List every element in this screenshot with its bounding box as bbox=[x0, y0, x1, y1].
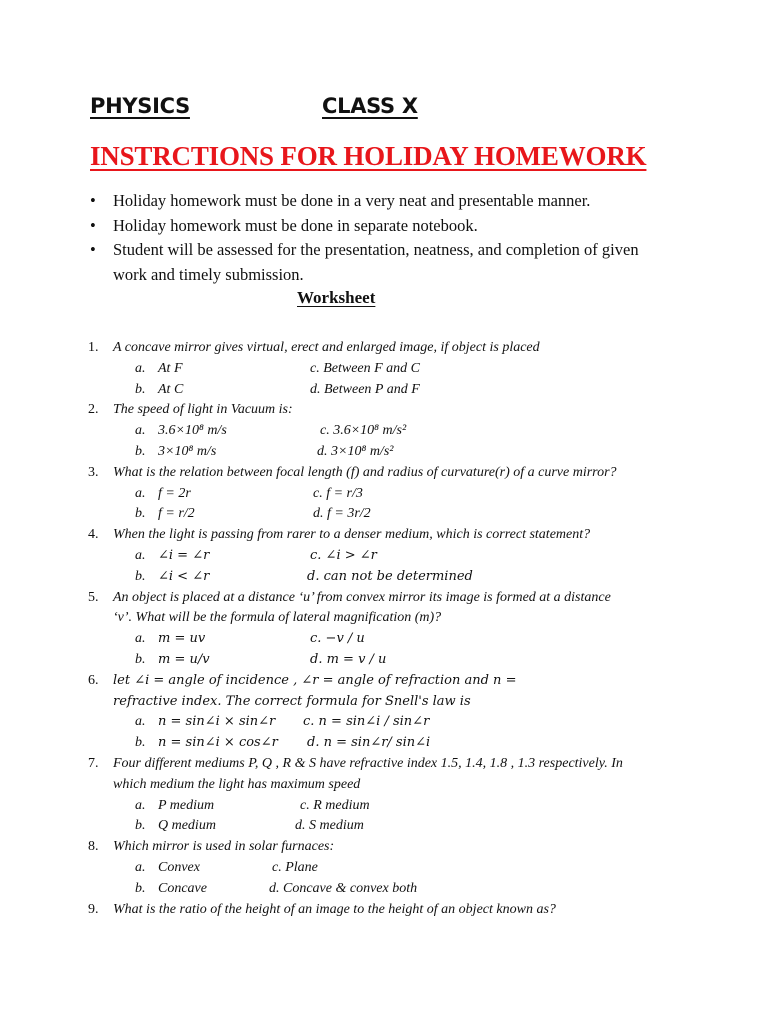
option-text: f = 2r bbox=[158, 485, 191, 501]
question-line bbox=[88, 588, 688, 609]
question-number: 8. bbox=[88, 839, 99, 855]
option-text: d. can not be determined bbox=[307, 568, 473, 584]
question-number: 9. bbox=[88, 901, 99, 917]
option-text: m = u/v bbox=[158, 651, 210, 667]
option-text: c. f = r/3 bbox=[313, 485, 363, 501]
question-number: 5. bbox=[88, 589, 99, 605]
question-text: A concave mirror gives virtual, erect and enlarged image, if object is placed bbox=[113, 340, 540, 355]
option-text: 3×10⁸ m/s bbox=[158, 443, 217, 459]
question-line bbox=[88, 837, 688, 858]
option-text: c. R medium bbox=[300, 797, 370, 813]
question-text: ‘v’. What will be the formula of lateral magnification (m)? bbox=[113, 610, 442, 626]
option-text: d. Between P and F bbox=[310, 381, 420, 397]
option-letter: a. bbox=[135, 631, 146, 647]
option-letter: a. bbox=[135, 797, 146, 813]
option-row bbox=[88, 796, 688, 817]
option-row bbox=[88, 504, 688, 525]
option-text: Convex bbox=[158, 859, 200, 875]
instruction-item: • Holiday homework must be done in separate notebook. bbox=[90, 214, 690, 239]
question-number: 3. bbox=[88, 464, 99, 480]
option-letter: a. bbox=[135, 714, 146, 730]
question-text: refractive index. The correct formula for Snell's law is bbox=[113, 693, 471, 709]
question-text: What is the ratio of the height of an image to the height of an object known as? bbox=[113, 901, 556, 917]
question-number: 4. bbox=[88, 527, 99, 543]
question-line bbox=[88, 463, 688, 484]
option-text: At F bbox=[158, 360, 183, 376]
question-text: When the light is passing from rarer to a denser medium, which is correct statement? bbox=[113, 527, 591, 543]
option-text: d. n = sin∠r/ sin∠i bbox=[307, 735, 431, 751]
question-text: The speed of light in Vacuum is: bbox=[113, 402, 293, 418]
option-row bbox=[88, 546, 688, 567]
option-letter: b. bbox=[135, 381, 146, 397]
question-line bbox=[88, 692, 688, 713]
question-text: An object is placed at a distance ‘u’ from convex mirror its image is formed at a distance bbox=[113, 589, 611, 605]
option-letter: a. bbox=[135, 423, 146, 439]
option-row bbox=[88, 484, 688, 505]
option-text: c. n = sin∠i / sin∠r bbox=[303, 714, 430, 730]
option-row bbox=[88, 650, 688, 671]
question-text: which medium the light has maximum speed bbox=[113, 776, 361, 792]
option-text: d. Concave & convex both bbox=[269, 880, 418, 896]
option-text: P medium bbox=[158, 797, 215, 813]
option-text: c. ∠i > ∠r bbox=[310, 547, 377, 563]
question-line bbox=[88, 900, 688, 921]
page-title: INSTRCTIONS FOR HOLIDAY HOMEWORK bbox=[90, 141, 647, 171]
question-line bbox=[88, 338, 688, 359]
option-text: d. 3×10⁸ m/s² bbox=[317, 443, 394, 459]
option-letter: b. bbox=[135, 506, 146, 522]
question-line bbox=[88, 400, 688, 421]
option-text: c. Plane bbox=[272, 859, 318, 875]
option-text: c. Between F and C bbox=[310, 360, 421, 376]
option-row bbox=[88, 858, 688, 879]
option-row bbox=[88, 442, 688, 463]
option-text: 3.6×10⁸ m/s bbox=[158, 423, 227, 439]
question-line bbox=[88, 775, 688, 796]
option-letter: b. bbox=[135, 735, 146, 751]
subject-heading: PHYSICS bbox=[90, 94, 190, 118]
option-row bbox=[88, 421, 688, 442]
option-letter: a. bbox=[135, 360, 146, 376]
instructions-list bbox=[90, 189, 690, 287]
option-text: d. S medium bbox=[295, 818, 364, 834]
question-number: 2. bbox=[88, 402, 99, 418]
question-line bbox=[88, 525, 688, 546]
question-line bbox=[88, 671, 688, 692]
option-text: c. −v / u bbox=[310, 631, 365, 647]
instruction-item: • Holiday homework must be done in a very neat and presentable manner. bbox=[90, 189, 690, 214]
option-text: m = uv bbox=[158, 631, 206, 647]
option-text: At C bbox=[158, 381, 184, 397]
option-row bbox=[88, 816, 688, 837]
option-row bbox=[88, 567, 688, 588]
question-number: 1. bbox=[88, 340, 99, 355]
questions-list bbox=[88, 338, 688, 920]
option-text: Q medium bbox=[158, 818, 216, 834]
option-text: c. 3.6×10⁸ m/s² bbox=[320, 423, 407, 439]
instruction-item: • Student will be assessed for the presentation, neatness, and completion of given work and timely submission. bbox=[90, 238, 690, 287]
option-text: n = sin∠i × sin∠r bbox=[158, 714, 276, 730]
question-text: What is the relation between focal length (f) and radius of curvature(r) of a curve mirror? bbox=[113, 464, 617, 480]
option-text: ∠i < ∠r bbox=[158, 568, 210, 584]
option-row bbox=[88, 712, 688, 733]
option-text: d. m = v / u bbox=[310, 651, 387, 667]
option-letter: a. bbox=[135, 485, 146, 501]
option-letter: b. bbox=[135, 880, 146, 896]
option-letter: b. bbox=[135, 568, 146, 584]
option-letter: b. bbox=[135, 818, 146, 834]
question-text: let ∠i = angle of incidence , ∠r = angle of refraction and n = bbox=[113, 672, 517, 688]
option-row bbox=[88, 879, 688, 900]
worksheet-heading: Worksheet bbox=[297, 288, 376, 307]
option-text: n = sin∠i × cos∠r bbox=[158, 735, 278, 751]
option-row bbox=[88, 359, 688, 380]
question-text: Which mirror is used in solar furnaces: bbox=[113, 839, 335, 855]
question-number: 7. bbox=[88, 755, 99, 771]
option-letter: b. bbox=[135, 651, 146, 667]
option-letter: b. bbox=[135, 443, 146, 459]
option-text: f = r/2 bbox=[158, 506, 195, 522]
question-line bbox=[88, 608, 688, 629]
option-text: ∠i = ∠r bbox=[158, 547, 210, 563]
option-text: d. f = 3r/2 bbox=[313, 506, 371, 522]
option-letter: a. bbox=[135, 547, 146, 563]
option-row bbox=[88, 733, 688, 754]
option-text: Concave bbox=[158, 880, 207, 896]
question-text: Four different mediums P, Q , R & S have refractive index 1.5, 1.4, 1.8 , 1.3 respectively. In bbox=[113, 755, 623, 771]
class-heading: CLASS X bbox=[322, 94, 418, 118]
option-letter: a. bbox=[135, 859, 146, 875]
option-row bbox=[88, 380, 688, 401]
option-row bbox=[88, 629, 688, 650]
question-line bbox=[88, 754, 688, 775]
question-number: 6. bbox=[88, 672, 99, 688]
